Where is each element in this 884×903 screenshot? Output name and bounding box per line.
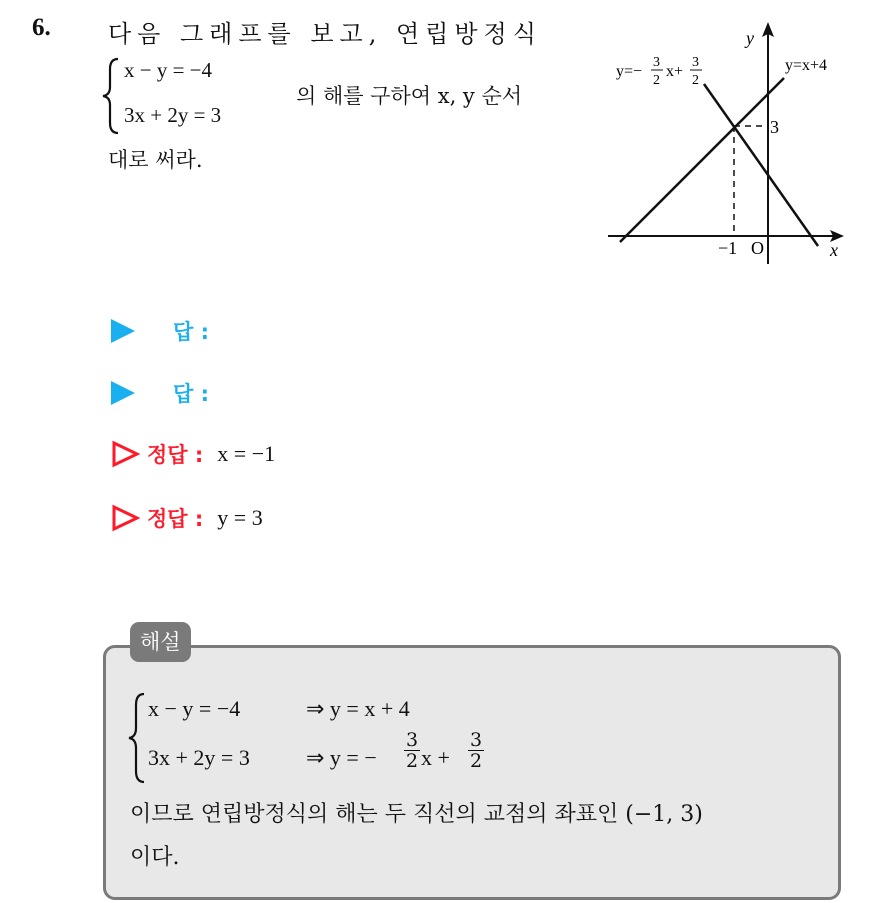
x-axis-label: x <box>830 240 838 260</box>
correct-answer-x: x = −1 <box>217 441 276 466</box>
line2-frac1-den: 2 <box>653 73 660 88</box>
line2-frac2-den: 2 <box>692 73 699 88</box>
solution-frac-2-num: 3 <box>470 729 483 751</box>
solution-eq2-left: 3x + 2y = 3 <box>148 745 250 770</box>
correct-label: 정답 : <box>147 443 204 467</box>
question-text-line1: 다음 그래프를 보고, 연립방정식 <box>108 20 542 48</box>
solution-text-line1: 이므로 연립방정식의 해는 두 직선의 교점의 좌표인 (−1, 3) <box>130 802 703 827</box>
x-tick-label: −1 <box>718 238 738 258</box>
correct-arrow-icon <box>111 440 141 468</box>
answer-label: 답 : <box>173 320 209 344</box>
answer-arrow-icon <box>111 319 135 343</box>
line-y-neg-three-halves <box>704 84 818 246</box>
question-number: 6. <box>32 14 51 41</box>
solution-text-line2: 이다. <box>130 845 180 870</box>
answer-row-1 <box>111 316 209 346</box>
line-y-x-plus-4 <box>620 78 784 242</box>
answer-arrow-icon <box>111 381 135 405</box>
correct-row-1 <box>111 439 275 469</box>
solution-frac-1-num: 3 <box>406 729 419 751</box>
solution-brace <box>126 690 150 786</box>
y-axis-label: y <box>746 28 754 48</box>
solution-eq1-left: x − y = −4 <box>148 696 241 721</box>
answer-row-2 <box>111 378 209 408</box>
question-text-line3: 대로 써라. <box>108 148 203 172</box>
system-brace <box>100 55 124 137</box>
correct-answer-y: y = 3 <box>217 505 263 530</box>
equation-1: x − y = −4 <box>124 58 213 82</box>
solution-frac-1-den: 2 <box>406 750 419 772</box>
line2-frac2-num: 3 <box>692 55 699 70</box>
equation-2: 3x + 2y = 3 <box>124 103 222 127</box>
solution-eq2-right-prefix: ⇒ y = − <box>306 745 377 770</box>
line2-label-mid: x+ <box>666 63 684 80</box>
answer-label: 답 : <box>173 382 209 406</box>
y-tick-label: 3 <box>770 117 779 137</box>
solution-eq1-right: ⇒ y = x + 4 <box>306 696 410 721</box>
solution-frac-1 <box>404 730 420 771</box>
origin-label: O <box>751 238 764 258</box>
line2-label-prefix: y=− <box>616 63 643 80</box>
solution-frac-2-den: 2 <box>470 750 483 772</box>
solution-frac-2 <box>468 730 484 771</box>
correct-row-2 <box>111 503 263 533</box>
question-text-line2: 의 해를 구하여 x, y 순서 <box>296 84 523 108</box>
question-graph <box>600 20 860 270</box>
correct-arrow-icon <box>111 504 141 532</box>
solution-eq2-right-mid: x + <box>421 745 450 770</box>
line2-frac1-num: 3 <box>653 55 660 70</box>
correct-label: 정답 : <box>147 507 204 531</box>
explanation-tag: 해설 <box>130 622 191 662</box>
explanation-box <box>103 645 841 900</box>
line1-label: y=x+4 <box>785 57 828 74</box>
